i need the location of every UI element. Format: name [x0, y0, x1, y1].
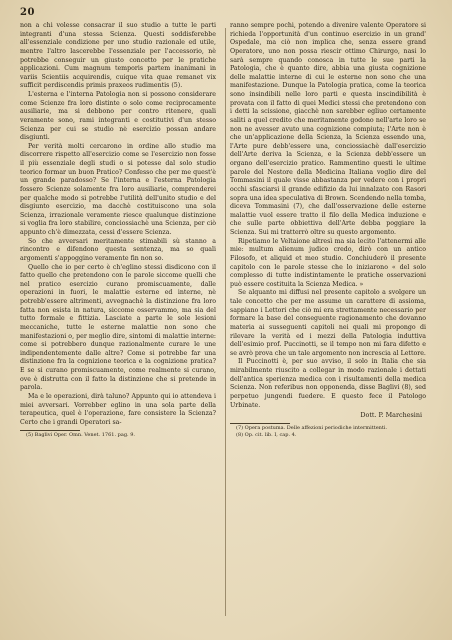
column-divider	[225, 28, 226, 616]
paragraph: Per verità molti cercarono in ordine allo studio ma discorrere rispetto all'esercizio come se l'esercizio non fosse il più essenziale degli studi o si potesse dal solo studio teorico formar un buon Pratico? Confesso che per me quest'è un grande paradosso? Se l'interna e l'esterna Patologia fossero Scienze solamente fra loro ausiliarie, comprenderei per qualche modo si potrebbe l'utilità dell'unito studio e del disgiunto esercizio, ma dacchè costituiscono una sola Scienza, irrazionale veramente riesce qualunque distinzione si voglia fra loro stabilire, conciossiachè una Scienza, per ciò appunto ch'è dimezzata, cessi d'essere Scienza.	[20, 142, 216, 236]
footnote-divider	[230, 423, 290, 424]
footnote: (5) Baglivi Oper. Omn. Venet. 1761. pag. 9.	[26, 432, 135, 439]
paragraph: Se alquanto mi diffusi nel presente capitolo a svolgere un tale concetto che per me assume un carattere di assioma, sappiano i Lettori che ciò mi era strettamente necessario per formare la base del conseguente ragionamento che dovanno materia ai susseguenti capitoli nei quali mi propongo di rilevare la verità ed i mezzi della Patologia induttiva dell'esimio prof. Puccinotti, se il tempo non mi fara difetto e se avrò prova che un tale argomento non increscia al Lettore.	[230, 289, 426, 357]
footnote: (7) Opera postuma. Delle affezioni periodiche intermittenti.	[236, 425, 388, 432]
paragraph: Quello che io per certo è ch'eglino stessi disdicono con il fatto quello che pretendono con le parole siccome quelli che nel pratico esercizio curano promiscuamente, dalle operazioni in fuori, le malattie esterne ed interne, nè potrebb'essere altrimenti, avvegnachè la distinzione fra loro fatta non esista in natura, siccome osservammo, ma sia del tutto formale e fittizia. Lasciate a parte le sole lesioni meccaniche, tutte le esterne malattie non sono che manifestazioni o, per meglio dire, sintomi di malattie interne: come si potrebbero dunque razionalmente curare le une indipendentemente dalle altre? Come si potrebbe far una distinzione fra la cognizione teorica e la cognizione pratica? E se si curano promiscuamente, come realmente si curano, ove è distrutta con il fatto la distinzione che si pretende in parola.	[20, 263, 216, 392]
paragraph: L'esterna e l'interna Patologia non si possono considerare come Scienze fra loro distinte o solo come reciprocamente ausiliarie, ma si debbono per contro ritenere, quali veramente sono, rami integranti e costitutivi d'un stesso Scienza per cui se studio nè esercìzio possan andare disgiunti.	[20, 91, 216, 142]
paragraph: Ripetiamo le Veltaione altresì ma sia lecito l'attenermi alle mie: multum alienum judico credo, dirò con un antico Filosofo, et aliquid et meo studio. Conchiuderò il presente capitolo con le parole stesse che lo iniziarono « del solo complesso di tutte indistintamente le pratiche osservazioni può essere costituita la Scienza Medica. »	[230, 237, 426, 288]
author-signature: Dott. P. Marchesini	[360, 411, 422, 420]
page-number: 20	[20, 7, 35, 18]
paragraph: non a chi volesse consacrar il suo studio a tutte le parti integranti d'una stessa Scienza. Questi soddisferebbe all'essenziale condizione per uno studio razionale ed utile, mentre l'altro lascerebbe l'essenziale per l'accessorio, nè potrebbe conseguir un giusto concetto per le pratiche applicazioni. Cum magnum temporis partem inanimani in variis Scientiis acquirendis, cuique vita quae remanet vix sufficit perdiscendis primis praxeos rudimentis (5).	[20, 22, 216, 90]
right-column	[230, 22, 426, 622]
paragraph: Ma e le operazioni, dirà taluno? Appunto qui io attendeva i miei avversari. Vorrebber eglino in una sola parte della terapeutica, quel è l'operazione, fare consistere la Scienza? Certo che i grandi Operatori sa-	[20, 392, 216, 426]
paragraph: ranno sempre pochi, potendo a divenire valente Operatore si richieda l'opportunità d'un continuo esercizio in un grand' Ospedale, ma ciò non implica che, senza essere grand Operatore, uno non possa riescir ottimo Chirurgo, nasi lo sarà sempre quando conosca in tutte le sue parti la Patologia, che è quanto dire, abbia una giusta cognizione delle malattie interne di cui le esterne non sono che una manifestazione. Dunque la Patologia pratica, come la teorica sono insindibili nelle loro parti e questa inscindibilità è provata con il fatto di quei Medici stessi che pretendono con i detti la scissione, giacchè non sarebber egliuo certamente saliti a quel credito che meritamente godono nell'arte loro se non ne avesser avuto una cognizione compiuta; l'Arte non è che un'applicazione della Scienza, la Scienza essendo una, l'Arte pure debb'essere una, conciossiachè dall'esercizio dell'Arte deriva la Scienza, e la Scienza debb'essere un organo dell'esercizio pratico. Rammentino questi le ultime parole del Nestore della Medicina Italiana voglio dire del Tommasini il quale visse abbastanza per vedere con i propri occhi sfasciarsi il grande edifizio da lui innalzato con Rasori sopra una idea speculativa di Brown. Scendendo nella tomba, diceva Tommasini (7), che dall'osservazione delle esterne malattie vuol essere tratto il filo della Medica induzione e che sulle parte obbiettiva dell'Arte debba poggiare la Scienza. Sui mi tratterrò oltre su questo argomento.	[230, 22, 426, 236]
paragraph: Il Puccinotti è, per suo avviso, il solo in Italia che sia mirabilmente riuscito a collegar in modo razionale i dettati dell'antica sperienza medica con i risultamenti della medica Scienza. Non referibus non opponenda, disse Baglivi (8), sed perpetuo jungendi fuedere. E questo fece il Patologo Urbinate.	[230, 358, 426, 409]
paragraph: So che avversari meritamente stimabili sù stanno a rincontro e difendono questa sentenza, ma so quali argomenti s'appoggino veramente fin non so.	[20, 237, 216, 262]
left-column	[20, 22, 216, 622]
footnote: (8) Op. cit. lib. I, cap. 4.	[236, 431, 297, 438]
